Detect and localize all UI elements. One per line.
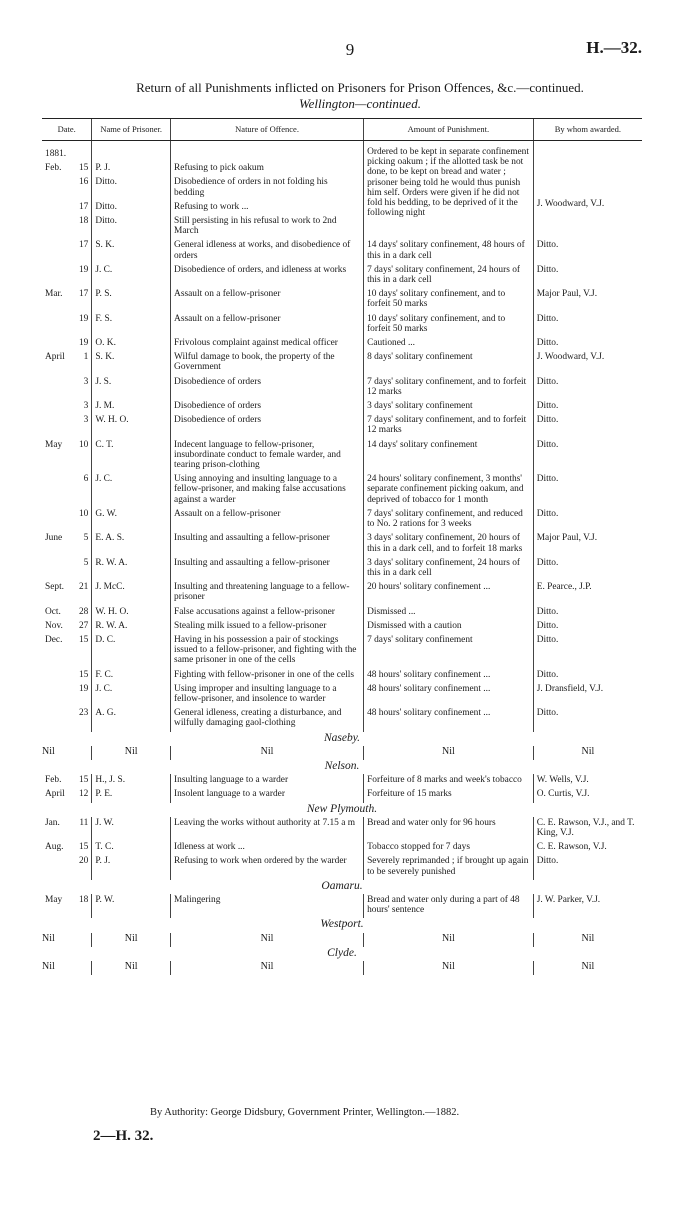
date-day: 19 <box>78 338 89 349</box>
offence-text: Using annoying and insulting language to a fellow-prisoner, and making false accusations against a warder <box>171 473 364 508</box>
title-subline: Wellington—continued. <box>299 96 421 111</box>
date-cell <box>42 337 92 351</box>
nil-row <box>42 933 642 947</box>
offence-text: Insulting and assaulting a fellow-prisoner <box>171 532 364 556</box>
date-month: May <box>45 439 63 450</box>
table-row <box>42 337 642 351</box>
date-day: 10 <box>78 439 89 450</box>
awarded-by: Ditto. <box>533 508 642 532</box>
prisoner-name: S. K. <box>92 239 171 263</box>
prisoner-name: O. K. <box>92 337 171 351</box>
prisoner-name: J. W. <box>92 817 171 841</box>
offence-text: Insolent language to a warder <box>171 788 364 802</box>
date-cell <box>42 581 92 605</box>
prisoner-name: J. M. <box>92 400 171 414</box>
table-row <box>42 376 642 400</box>
awarded-by: Ditto. <box>533 376 642 400</box>
group-punishment: Ordered to be kept in separate confinement picking oakum ; if the allotted task be not done, to be kept on bread and water ; prisoner being told he would thus punish him self. Orders were given if he did not fold his bedding, to be deprived of it the following night <box>364 141 534 240</box>
offence-text: Idleness at work ... <box>171 841 364 855</box>
date-cell <box>42 313 92 337</box>
prisoner-name: Ditto. <box>92 176 171 200</box>
section-heading: Westport. <box>320 918 364 931</box>
date-day: 19 <box>78 264 89 275</box>
prisoner-name: J. C. <box>92 473 171 508</box>
awarded-by: Ditto. <box>533 557 642 581</box>
section-heading: Clyde. <box>327 946 357 959</box>
prisoner-name: P. J. <box>92 162 171 176</box>
table-row <box>42 774 642 788</box>
date-month: Sept. <box>45 582 65 593</box>
title-line: Return of all Punishments inflicted on Prisoners for Prison Offences, &c.—continued. <box>136 80 584 95</box>
awarded-by: Ditto. <box>533 239 642 263</box>
prisoner-name: F. C. <box>92 669 171 683</box>
section-heading-row <box>42 918 642 932</box>
awarded-by: Major Paul, V.J. <box>533 532 642 556</box>
prisoner-name: P. W. <box>92 894 171 918</box>
date-cell <box>42 683 92 707</box>
offence-text: Refusing to work when ordered by the warder <box>171 855 364 879</box>
date-day: 3 <box>83 415 89 426</box>
date-cell <box>42 414 92 438</box>
section-heading: Oamaru. <box>321 879 363 892</box>
date-cell <box>42 239 92 263</box>
return-title <box>60 80 660 112</box>
nil-row <box>42 746 642 760</box>
date-cell <box>42 288 92 312</box>
date-day: 20 <box>78 856 89 867</box>
col-awarded: By whom awarded. <box>533 119 642 141</box>
table-row <box>42 400 642 414</box>
date-day: 17 <box>78 289 89 300</box>
awarded-by: C. E. Rawson, V.J. <box>533 841 642 855</box>
date-day: 15 <box>78 163 89 174</box>
date-day: 28 <box>78 606 89 617</box>
offence-text: Insulting and threatening language to a fellow-prisoner <box>171 581 364 605</box>
offence-text: Having in his possession a pair of stockings issued to a fellow-prisoner, and fighting with the same prisoner in one of the cells <box>171 634 364 669</box>
date-day: 15 <box>78 775 89 786</box>
prisoner-name: J. McC. <box>92 581 171 605</box>
date-cell <box>42 215 92 239</box>
offence-text: Fighting with fellow-prisoner in one of the cells <box>171 669 364 683</box>
table-row <box>42 606 642 620</box>
prisoner-name: R. W. A. <box>92 620 171 634</box>
prisoner-name: E. A. S. <box>92 532 171 556</box>
punishment-text: 3 days' solitary confinement, 20 hours of this in a dark cell, and to forfeit 18 marks <box>364 532 534 556</box>
prisoner-name: C. T. <box>92 439 171 474</box>
awarded-by: Ditto. <box>533 264 642 288</box>
date-cell <box>42 841 92 855</box>
date-cell <box>42 606 92 620</box>
nil-value: Nil <box>42 961 55 972</box>
date-month: Nov. <box>45 620 63 631</box>
nil-value: Nil <box>92 961 171 975</box>
prisoner-name: R. W. A. <box>92 557 171 581</box>
punishment-text: 7 days' solitary confinement <box>364 634 534 669</box>
punishment-text: 7 days' solitary confinement, and reduced to No. 2 rations for 3 weeks <box>364 508 534 532</box>
date-cell <box>42 351 92 375</box>
prisoner-name: J. C. <box>92 264 171 288</box>
awarded-by: Ditto. <box>533 439 642 474</box>
awarded-by: E. Pearce., J.P. <box>533 581 642 605</box>
date-month: April <box>45 352 65 363</box>
awarded-by: W. Wells, V.J. <box>533 774 642 788</box>
date-cell <box>42 817 92 841</box>
punishment-text: Forfeiture of 8 marks and week's tobacco <box>364 774 534 788</box>
date-cell <box>42 176 92 200</box>
date-month: Feb. <box>45 775 62 786</box>
date-day: 3 <box>83 376 89 387</box>
section-heading-row <box>42 732 642 746</box>
punishment-text: 48 hours' solitary confinement ... <box>364 669 534 683</box>
table-row <box>42 634 642 669</box>
offence-text: Disobedience of orders, and idleness at works <box>171 264 364 288</box>
date-day: 15 <box>78 634 89 645</box>
date-day: 23 <box>78 708 89 719</box>
date-cell <box>42 634 92 669</box>
punishment-text: 7 days' solitary confinement, and to forfeit 12 marks <box>364 376 534 400</box>
table-row <box>42 414 642 438</box>
date-day: 16 <box>78 177 89 188</box>
table-row <box>42 894 642 918</box>
offence-text: Leaving the works without authority at 7.15 a m <box>171 817 364 841</box>
date-day: 6 <box>83 474 89 485</box>
awarded-by: Ditto. <box>533 669 642 683</box>
date-cell <box>42 264 92 288</box>
date-day: 19 <box>78 683 89 694</box>
punishment-text: Bread and water only during a part of 48 hours' sentence <box>364 894 534 918</box>
date-day: 10 <box>78 508 89 519</box>
table-row <box>42 264 642 288</box>
prisoner-name: T. C. <box>92 841 171 855</box>
offence-text: Assault on a fellow-prisoner <box>171 313 364 337</box>
awarded-by: O. Curtis, V.J. <box>533 788 642 802</box>
date-cell <box>42 855 92 879</box>
awarded-by: Ditto. <box>533 414 642 438</box>
date-cell <box>42 508 92 532</box>
punishment-text: Dismissed ... <box>364 606 534 620</box>
prisoner-name: G. W. <box>92 508 171 532</box>
date-day: 3 <box>83 401 89 412</box>
table-row <box>42 288 642 312</box>
section-heading-row <box>42 880 642 894</box>
date-day: 27 <box>78 620 89 631</box>
punishment-text: Severely reprimanded ; if brought up again to be severely punished <box>364 855 534 879</box>
date-cell <box>42 201 92 215</box>
table-row <box>42 532 642 556</box>
date-cell <box>42 788 92 802</box>
prisoner-name: S. K. <box>92 351 171 375</box>
date-cell <box>42 620 92 634</box>
date-month: Feb. <box>45 163 62 174</box>
awarded-by: Ditto. <box>533 473 642 508</box>
section-heading-row <box>42 760 642 774</box>
table-header-row <box>42 119 642 141</box>
table-row <box>42 473 642 508</box>
punishment-text: 3 days' solitary confinement <box>364 400 534 414</box>
punishment-text: 20 hours' solitary confinement ... <box>364 581 534 605</box>
table-row <box>42 557 642 581</box>
table-row <box>42 239 642 263</box>
nil-value: Nil <box>171 933 364 947</box>
prisoner-name: A. G. <box>92 707 171 731</box>
date-day: 19 <box>78 313 89 324</box>
date-cell <box>42 669 92 683</box>
prisoner-name: Ditto. <box>92 201 171 215</box>
nil-row <box>42 961 642 975</box>
prisoner-name: W. H. O. <box>92 606 171 620</box>
nil-value: Nil <box>533 746 642 760</box>
date-day: 18 <box>78 216 89 227</box>
prisoner-name: F. S. <box>92 313 171 337</box>
awarded-by: Ditto. <box>533 634 642 669</box>
punishment-text: 14 days' solitary confinement, 48 hours of this in a dark cell <box>364 239 534 263</box>
punishment-text: 7 days' solitary confinement, 24 hours of this in a dark cell <box>364 264 534 288</box>
nil-value: Nil <box>364 933 534 947</box>
table-row <box>42 841 642 855</box>
offence-text: Indecent language to fellow-prisoner, insubordinate conduct to female warder, and tearing prison-clothing <box>171 439 364 474</box>
section-heading: Naseby. <box>323 731 361 744</box>
date-cell <box>42 557 92 581</box>
awarded-by: C. E. Rawson, V.J., and T. King, V.J. <box>533 817 642 841</box>
table-row <box>42 707 642 731</box>
nil-value: Nil <box>171 746 364 760</box>
date-month: June <box>45 533 63 544</box>
punishment-text: 10 days' solitary confinement, and to forfeit 50 marks <box>364 313 534 337</box>
table-row <box>42 817 642 841</box>
table-row <box>42 683 642 707</box>
col-prisoner: Name of Prisoner. <box>92 119 171 141</box>
table-row <box>42 788 642 802</box>
offence-text: Refusing to work ... <box>171 201 364 215</box>
prisoner-name: J. C. <box>92 683 171 707</box>
punishment-text: 10 days' solitary confinement, and to forfeit 50 marks <box>364 288 534 312</box>
offence-text: Insulting language to a warder <box>171 774 364 788</box>
awarded-by: Major Paul, V.J. <box>533 288 642 312</box>
nil-value: Nil <box>171 961 364 975</box>
awarded-by: J. Dransfield, V.J. <box>533 683 642 707</box>
punishment-text: Cautioned ... <box>364 337 534 351</box>
table-row <box>42 439 642 474</box>
table-row <box>42 508 642 532</box>
punishment-text: 48 hours' solitary confinement ... <box>364 683 534 707</box>
date-day: 1 <box>83 352 89 363</box>
date-month: Oct. <box>45 606 61 617</box>
date-cell <box>42 774 92 788</box>
section-heading-row <box>42 947 642 961</box>
awarded-by: Ditto. <box>533 620 642 634</box>
offence-text: Disobedience of orders in not folding his bedding <box>171 176 364 200</box>
awarded-by: Ditto. <box>533 707 642 731</box>
group-awarded: J. Woodward, V.J. <box>533 141 642 240</box>
offence-text: Wilful damage to book, the property of the Government <box>171 351 364 375</box>
date-cell <box>42 162 92 176</box>
date-day: 17 <box>78 240 89 251</box>
offence-text: Using improper and insulting language to a fellow-prisoner, and insolence to warder <box>171 683 364 707</box>
date-cell <box>42 532 92 556</box>
awarded-by: Ditto. <box>533 606 642 620</box>
date-day: 12 <box>78 789 89 800</box>
nil-value: Nil <box>92 746 171 760</box>
date-month: Mar. <box>45 289 63 300</box>
date-day: 5 <box>83 533 89 544</box>
col-offence: Nature of Offence. <box>171 119 364 141</box>
punishment-text: 24 hours' solitary confinement, 3 months' separate confinement picking oakum, and deprived of tobacco for 1 month <box>364 473 534 508</box>
punishment-text: 8 days' solitary confinement <box>364 351 534 375</box>
page-number: 9 <box>345 40 355 59</box>
offence-text: Still persisting in his refusal to work to 2nd March <box>171 215 364 239</box>
punishment-text: Tobacco stopped for 7 days <box>364 841 534 855</box>
prisoner-name: P. E. <box>92 788 171 802</box>
date-day: 18 <box>78 894 89 905</box>
offence-text: General idleness at works, and disobedience of orders <box>171 239 364 263</box>
section-heading: New Plymouth. <box>306 802 378 815</box>
nil-value: Nil <box>42 745 55 757</box>
document-reference: H.—32. <box>586 38 642 57</box>
offence-text: Refusing to pick oakum <box>171 162 364 176</box>
date-cell <box>42 439 92 474</box>
date-month: Dec. <box>45 634 63 645</box>
awarded-by: Ditto. <box>533 855 642 879</box>
date-day: 15 <box>78 842 89 853</box>
punishment-text: Dismissed with a caution <box>364 620 534 634</box>
date-month: Aug. <box>45 842 64 853</box>
awarded-by: J. Woodward, V.J. <box>533 351 642 375</box>
table-row <box>42 620 642 634</box>
offence-text: False accusations against a fellow-prisoner <box>171 606 364 620</box>
date-cell <box>42 707 92 731</box>
date-day: 17 <box>78 201 89 212</box>
date-month: May <box>45 894 63 905</box>
table-row <box>42 581 642 605</box>
nil-value: Nil <box>533 933 642 947</box>
section-heading-row <box>42 803 642 817</box>
prisoner-name: J. S. <box>92 376 171 400</box>
offence-text: Assault on a fellow-prisoner <box>171 508 364 532</box>
punishment-text: Bread and water only for 96 hours <box>364 817 534 841</box>
date-day: 11 <box>79 817 89 828</box>
offence-text: Insulting and assaulting a fellow-prisoner <box>171 557 364 581</box>
offence-text: Assault on a fellow-prisoner <box>171 288 364 312</box>
col-punishment: Amount of Punishment. <box>364 119 534 141</box>
punishment-text: 14 days' solitary confinement <box>364 439 534 474</box>
punishment-text: 3 days' solitary confinement, 24 hours of this in a dark cell <box>364 557 534 581</box>
prisoner-name: W. H. O. <box>92 414 171 438</box>
prisoner-name: P. J. <box>92 855 171 879</box>
nil-value: Nil <box>364 961 534 975</box>
offence-text: Stealing milk issued to a fellow-prisoner <box>171 620 364 634</box>
nil-value: Nil <box>42 932 55 944</box>
offence-text: Malingering <box>171 894 364 918</box>
date-cell <box>42 473 92 508</box>
offence-text: Disobedience of orders <box>171 414 364 438</box>
date-day: 5 <box>83 557 89 568</box>
awarded-by: Ditto. <box>533 313 642 337</box>
date-day: 15 <box>78 669 89 680</box>
punishment-text: Forfeiture of 15 marks <box>364 788 534 802</box>
date-day: 21 <box>78 582 89 593</box>
nil-value: Nil <box>533 961 642 975</box>
table-row <box>42 855 642 879</box>
date-month: Jan. <box>45 817 60 828</box>
offence-text: Frivolous complaint against medical officer <box>171 337 364 351</box>
nil-value: Nil <box>364 746 534 760</box>
table-row <box>42 669 642 683</box>
date-cell <box>42 400 92 414</box>
date-cell <box>42 376 92 400</box>
offence-text: Disobedience of orders <box>171 376 364 400</box>
section-heading: Nelson. <box>324 759 360 772</box>
prisoner-name: P. S. <box>92 288 171 312</box>
offence-text: General idleness, creating a disturbance, and wilfully damaging gaol-clothing <box>171 707 364 731</box>
punishment-text: 7 days' solitary confinement, and to forfeit 12 marks <box>364 414 534 438</box>
prisoner-name: Ditto. <box>92 215 171 239</box>
table-row <box>42 351 642 375</box>
date-cell <box>42 894 92 918</box>
date-month: April <box>45 789 65 800</box>
printer-credit: By Authority: George Didsbury, Government Printer, Wellington.—1882. <box>150 1107 460 1118</box>
col-date: Date. <box>42 119 92 141</box>
nil-value: Nil <box>92 933 171 947</box>
year-row <box>42 141 642 163</box>
table-row <box>42 313 642 337</box>
awarded-by: Ditto. <box>533 400 642 414</box>
offence-text: Disobedience of orders <box>171 400 364 414</box>
sheet-number: 2—H. 32. <box>93 1128 154 1144</box>
year-label: 1881. <box>45 149 67 159</box>
punishments-table <box>42 118 642 975</box>
awarded-by: Ditto. <box>533 337 642 351</box>
prisoner-name: D. C. <box>92 634 171 669</box>
awarded-by: J. W. Parker, V.J. <box>533 894 642 918</box>
prisoner-name: H., J. S. <box>92 774 171 788</box>
punishment-text: 48 hours' solitary confinement ... <box>364 707 534 731</box>
